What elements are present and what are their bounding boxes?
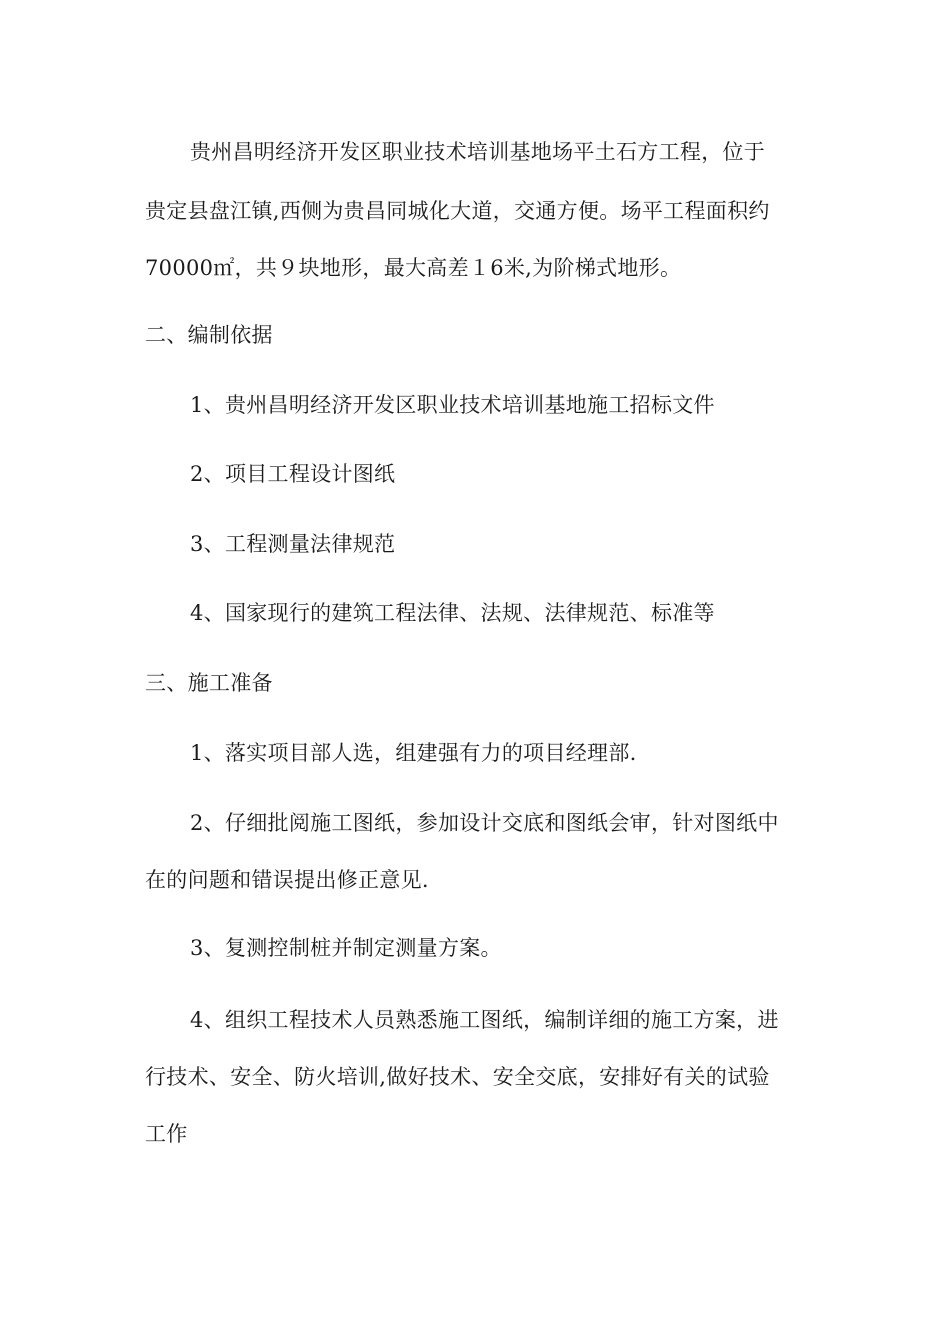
prep-item-4-line-3: 工作 — [145, 1122, 188, 1146]
section-heading-basis: 二、编制依据 — [145, 323, 273, 347]
basis-item-1: 1、贵州昌明经济开发区职业技术培训基地施工招标文件 — [190, 393, 715, 417]
prep-item-4-line-2: 行技术、安全、防火培训,做好技术、安全交底，安排好有关的试验 — [145, 1065, 770, 1089]
intro-line-2: 贵定县盘江镇,西侧为贵昌同城化大道，交通方便。场平工程面积约 — [145, 199, 770, 223]
basis-item-4: 4、国家现行的建筑工程法律、法规、法律规范、标准等 — [190, 601, 715, 625]
intro-line-1: 贵州昌明经济开发区职业技术培训基地场平土石方工程，位于 — [190, 140, 766, 164]
prep-item-3: 3、复测控制桩并制定测量方案。 — [190, 936, 502, 960]
basis-item-2: 2、项目工程设计图纸 — [190, 462, 396, 486]
prep-item-2-line-1: 2、仔细批阅施工图纸，参加设计交底和图纸会审，针对图纸中 — [190, 811, 779, 835]
prep-item-4-line-1: 4、组织工程技术人员熟悉施工图纸，编制详细的施工方案，进 — [190, 1008, 779, 1032]
intro-line-3: 70000㎡，共９块地形，最大高差１6米,为阶梯式地形。 — [145, 256, 682, 280]
section-heading-preparation: 三、施工准备 — [145, 671, 273, 695]
prep-item-2-line-2: 在的问题和错误提出修正意见. — [145, 868, 429, 892]
prep-item-1: 1、落实项目部人选，组建强有力的项目经理部. — [190, 741, 637, 765]
basis-item-3: 3、工程测量法律规范 — [190, 532, 396, 556]
